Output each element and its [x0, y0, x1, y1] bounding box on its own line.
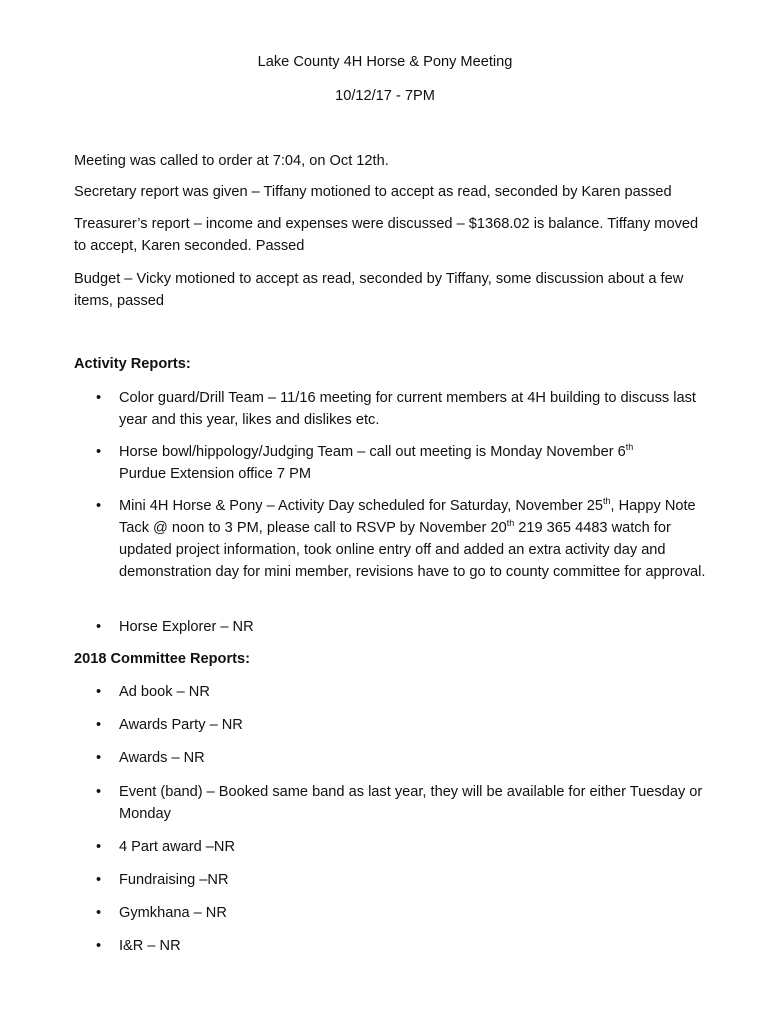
activity-reports-heading: Activity Reports: [74, 356, 191, 372]
minutes-treasurer-report: Treasurer’s report – income and expenses were discussed – $1368.02 is balance. Tiffany moved to accept, Karen seconded. Passed [74, 216, 699, 254]
bullet-icon: • [96, 784, 102, 800]
activity-item-text: Color guard/Drill Team – 11/16 meeting for current members at 4H building to discuss last year and this year, likes and dislikes etc. [119, 390, 696, 428]
activity-item-mini-horse-pony [96, 495, 706, 583]
bullet-icon: • [96, 905, 102, 921]
committee-item-awards-party [96, 714, 706, 736]
bullet-icon: • [96, 839, 102, 855]
meeting-datetime: 10/12/17 - 7PM [335, 88, 435, 104]
committee-item-text: 4 Part award –NR [119, 839, 235, 855]
bullet-icon: • [96, 444, 102, 460]
bullet-icon: • [96, 619, 102, 635]
committee-item-4-part-award [96, 836, 706, 858]
activity-item-horse-explorer [96, 616, 706, 638]
committee-item-i-and-r [96, 935, 706, 957]
activity-item-horse-bowl [96, 441, 706, 485]
committee-item-text: Awards – NR [119, 750, 205, 766]
bullet-icon: • [96, 717, 102, 733]
document-title: Lake County 4H Horse & Pony Meeting [257, 54, 513, 70]
activity-item-color-guard [96, 387, 706, 431]
minutes-budget: Budget – Vicky motioned to accept as read, seconded by Tiffany, some discussion about a few items, passed [74, 271, 684, 309]
bullet-icon: • [96, 938, 102, 954]
activity-item-text: Horse bowl/hippology/Judging Team – call out meeting is Monday November 6th Purdue Extension office 7 PM [119, 442, 634, 482]
committee-item-event-band [96, 781, 706, 825]
bullet-icon: • [96, 872, 102, 888]
bullet-icon: • [96, 684, 102, 700]
activity-item-text: Mini 4H Horse & Pony – Activity Day scheduled for Saturday, November 25th, Happy Note Tack @ noon to 3 PM, please call to RSVP by November 20th 219 365 4483 watch for updated project information, took online entry off and added an extra activity day and demonstration day for mini member, revisions have to go to county committee for approval. [119, 496, 706, 580]
bullet-icon: • [96, 750, 102, 766]
committee-item-text: I&R – NR [119, 938, 181, 954]
committee-item-fundraising [96, 869, 706, 891]
bullet-icon: • [96, 390, 102, 406]
minutes-secretary-report: Secretary report was given – Tiffany motioned to accept as read, seconded by Karen passed [74, 184, 672, 200]
committee-item-ad-book [96, 681, 706, 703]
committee-item-awards [96, 747, 706, 769]
minutes-call-to-order: Meeting was called to order at 7:04, on Oct 12th. [74, 153, 389, 169]
committee-item-text: Awards Party – NR [119, 717, 243, 733]
committee-item-gymkhana [96, 902, 706, 924]
activity-item-text: Horse Explorer – NR [119, 619, 254, 635]
bullet-icon: • [96, 498, 102, 514]
committee-reports-heading: 2018 Committee Reports: [74, 651, 250, 667]
committee-item-text: Fundraising –NR [119, 872, 229, 888]
committee-item-text: Gymkhana – NR [119, 905, 227, 921]
committee-item-text: Ad book – NR [119, 684, 210, 700]
committee-item-text: Event (band) – Booked same band as last year, they will be available for either Tuesday or Monday [119, 784, 703, 822]
